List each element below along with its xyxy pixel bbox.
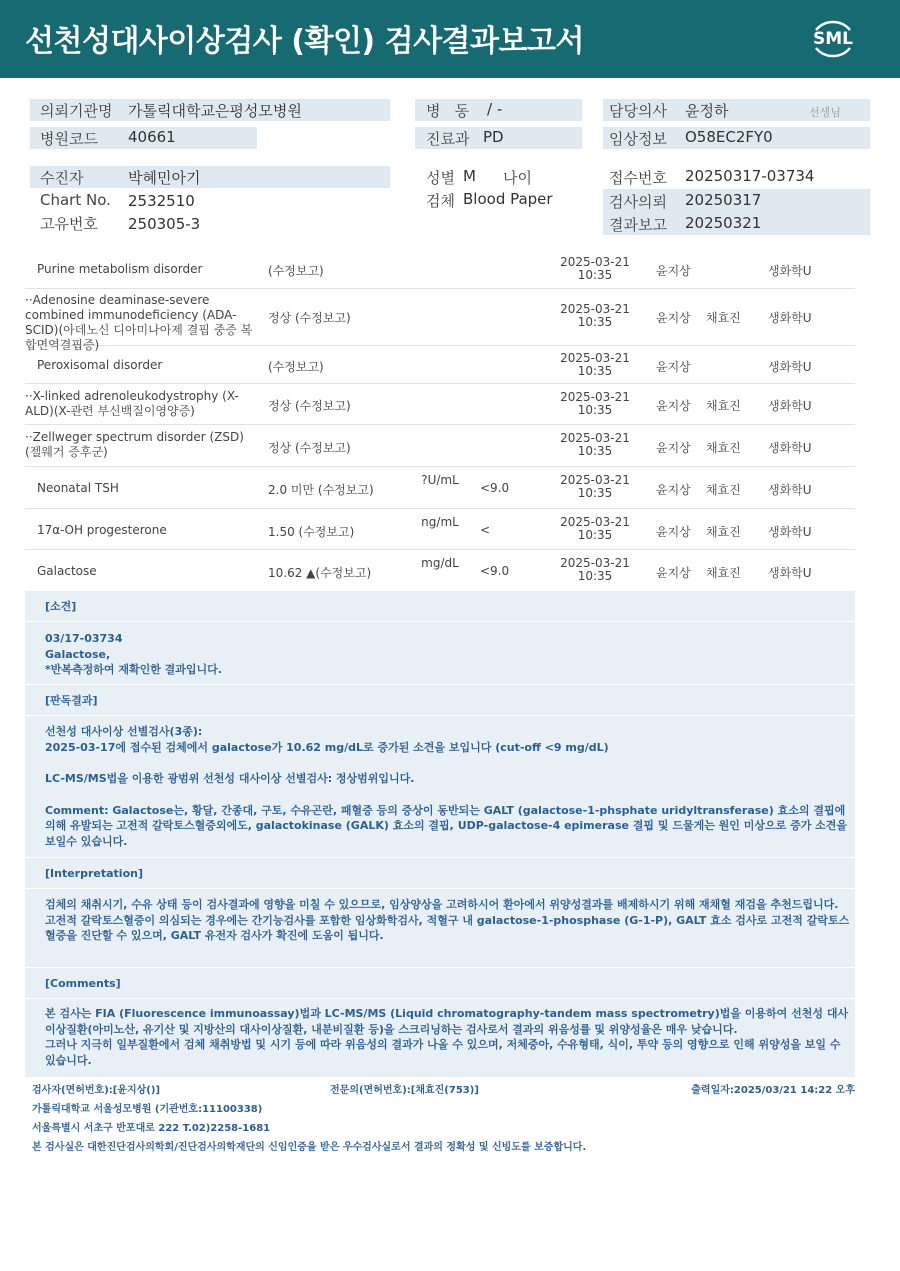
comments-heading: [Comments] [25,968,855,999]
specialist-name: 채효진 [706,311,741,325]
test-result: (수정보고) [268,360,324,374]
test-name: Galactose [37,564,97,578]
test-result: (수정보고) [268,264,324,278]
clinical-label: 임상정보 [609,130,667,148]
print-date: 출력일자:2025/03/21 14:22 오후 [691,1085,855,1096]
tester-name: 윤지상 [656,311,691,325]
test-dept: 생화학U [768,311,812,325]
judgment-heading: [판독결과] [25,685,855,716]
test-dept: 생화학U [768,525,812,539]
dept-value: PD [483,128,504,146]
judgment-text: 선천성 대사이상 선별검사(3종): 2025-03-17에 접수된 검체에서 galactose가 10.62 mg/dL로 증가된 소견을 보입니다 (cut-off <9 mg/dL) LC-MS/MS법을 이용한 광범위 선천성 대사이상 선별검사: 정상범위입니다. Comment: Galactose는, 황달, 간종대, 구토, 수유곤란, 패혈증 등의 증상이 동반되는 GALT (galactose-1-phsphate uridyltransferase) 효소의 결핍에 의해 유발되는 고전적 갈락토스혈증외에도, galactokinase (GALK) 효소의 결핍, UDP-galactose-4 epimerase 결핍 및 드물게는 원인 미상으로 증가 소견을 보일수 있습니다. [45,725,848,848]
specimen-label: 검체 [426,192,455,210]
test-datetime: 2025-03-21 10:35 [560,390,630,417]
specimen-value: Blood Paper [463,190,553,208]
sml-logo [808,14,858,64]
patient-label: 수진자 [40,169,84,187]
result-row [25,509,855,550]
test-result: 10.62 ▲(수정보고) [268,566,372,580]
test-result: 1.50 (수정보고) [268,525,355,539]
test-name: Peroxisomal disorder [37,358,163,372]
result-row [25,346,855,384]
tester-name: 윤지상 [656,264,691,278]
test-dept: 생화학U [768,441,812,455]
test-datetime: 2025-03-21 10:35 [560,302,630,329]
result-row [25,467,855,509]
test-name: Neonatal TSH [37,481,119,495]
sex-value: M [463,167,476,185]
dept-label: 진료과 [426,130,470,148]
test-datetime: 2025-03-21 10:35 [560,556,630,583]
test-dept: 생화학U [768,483,812,497]
receipt-label: 접수번호 [609,169,667,187]
clinical-value: O58EC2FY0 [685,128,773,146]
test-result: 정상 (수정보고) [268,311,351,325]
test-name: ··X-linked adrenoleukodystrophy (X-ALD)(X-관련 부신백질이영양증) [25,389,239,418]
unique-value: 250305-3 [128,215,201,233]
report-value: 20250321 [685,214,762,232]
result-row [25,289,855,352]
tester-name: 윤지상 [656,483,691,497]
test-unit: ng/mL [421,515,459,529]
report-label: 결과보고 [609,216,667,234]
doctor-suffix: 선생님 [809,106,841,119]
test-name: ··Adenosine deaminase-severe combined immunodeficiency (ADA-SCID)(아데노신 디아미나아제 결핍 중증 복합면역결핍증) [25,293,253,352]
test-dept: 생화학U [768,399,812,413]
comments-text: 본 검사는 FIA (Fluorescence immunoassay)법과 LC-MS/MS (Liquid chromatography-tandem mass spectrometry)법을 이용하여 선천성 대사이상질환(아미노산, 유기산 및 지방산의 대사이상질환, 내분비질환 등)을 스크리닝하는 검사로서 결과의 위음성률 및 위양성율은 매우 낮습니다. 그러나 지극히 일부질환에서 검체 채취방법 및 시기 등에 따라 위음성의 결과가 나올 수 있으며, 저체중아, 수유형태, 식이, 투약 등의 영향으로 인해 위양성을 보일 수 있습니다. [45,1007,849,1067]
chart-label: Chart No. [40,191,111,209]
specialist-name: 채효진 [706,483,741,497]
test-datetime: 2025-03-21 10:35 [560,431,630,458]
interpretation-heading: [Interpretation] [25,858,855,889]
test-name: Purine metabolism disorder [37,262,203,276]
doctor-value: 윤정하 [685,102,729,120]
specialist-name: 채효진 [706,441,741,455]
ward-label: 병 동 [426,102,470,120]
age-label: 나이 [503,169,532,187]
test-unit: ?U/mL [421,473,459,487]
test-result: 정상 (수정보고) [268,399,351,413]
request-label: 검사의뢰 [609,193,667,211]
chart-value: 2532510 [128,192,195,210]
test-result: 2.0 미만 (수정보고) [268,483,374,497]
report-header [0,0,900,78]
test-datetime: 2025-03-21 10:35 [560,255,630,282]
test-datetime: 2025-03-21 10:35 [560,473,630,500]
test-dept: 생화학U [768,360,812,374]
interpretation-text: 검체의 채취시기, 수유 상태 등이 검사결과에 영향을 미칠 수 있으므로, 임상양상을 고려하시어 환아에서 위양성결과를 배제하시기 위해 재채혈 재검을 추천드립니다. 고전적 갈락토스혈증이 의심되는 경우에는 간기능검사를 포함한 임상화학검사, 적혈구 내 galactose-1-phosphase (G-1-P), GALT 효소 검사로 고전적 갈락토스혈증을 진단할 수 있으며, GALT 유전자 검사가 확진에 도움이 됩니다. [45,898,850,942]
tester-name: 윤지상 [656,399,691,413]
test-result: 정상 (수정보고) [268,441,351,455]
findings-text: 03/17-03734 Galactose, *반복측정하여 재확인한 결과입니다. [45,632,222,676]
test-reference: < [480,523,491,537]
test-reference: <9.0 [480,481,510,495]
institution-label: 의뢰기관명 [40,102,113,120]
result-row [25,550,855,591]
specialist-name: 채효진 [706,399,741,413]
findings-heading: [소견] [25,591,855,622]
test-name: 17α-OH progesterone [37,523,167,537]
test-name: ··Zellweger spectrum disorder (ZSD)(젤웨거 증후군) [25,430,244,459]
result-row [25,384,855,425]
request-value: 20250317 [685,191,762,209]
test-reference: <9.0 [480,564,510,578]
test-datetime: 2025-03-21 10:35 [560,515,630,542]
tester-name: 윤지상 [656,566,691,580]
logo-text: SML [813,29,853,49]
result-row [25,250,855,289]
specialist-name: 채효진 [706,525,741,539]
doctor-label: 담당의사 [609,102,667,120]
institution-value: 가톨릭대학교은평성모병원 [128,102,302,120]
receipt-value: 20250317-03734 [685,167,815,185]
sex-label: 성별 [426,169,455,187]
report-title: 선천성대사이상검사 (확인) 검사결과보고서 [25,24,584,59]
tester-name: 윤지상 [656,360,691,374]
result-row [25,425,855,467]
hospital-info: 가톨릭대학교 서울성모병원 (기관번호:11100338) [32,1104,263,1115]
test-datetime: 2025-03-21 10:35 [560,351,630,378]
hospital-address: 서울특별시 서초구 반포대로 222 T.02)2258-1681 [32,1123,271,1134]
patient-value: 박혜민아기 [128,169,201,187]
specialist-license: 전문의(면허번호):[채효진(753)] [330,1085,479,1096]
test-dept: 생화학U [768,566,812,580]
tester-name: 윤지상 [656,441,691,455]
tester-name: 윤지상 [656,525,691,539]
notes-panel [25,591,855,1077]
ward-value: / - [487,100,503,118]
tester-license: 검사자(면허번호):[윤지상()] [32,1085,161,1096]
hospital-code-value: 40661 [128,128,176,146]
specialist-name: 채효진 [706,566,741,580]
unique-label: 고유번호 [40,215,98,233]
test-unit: mg/dL [421,556,459,570]
test-dept: 생화학U [768,264,812,278]
hospital-code-label: 병원코드 [40,130,98,148]
certification-statement: 본 검사실은 대한진단검사의학회/진단검사의학재단의 신임인증을 받은 우수검사실로서 결과의 정확성 및 신빙도를 보증합니다. [32,1142,587,1153]
